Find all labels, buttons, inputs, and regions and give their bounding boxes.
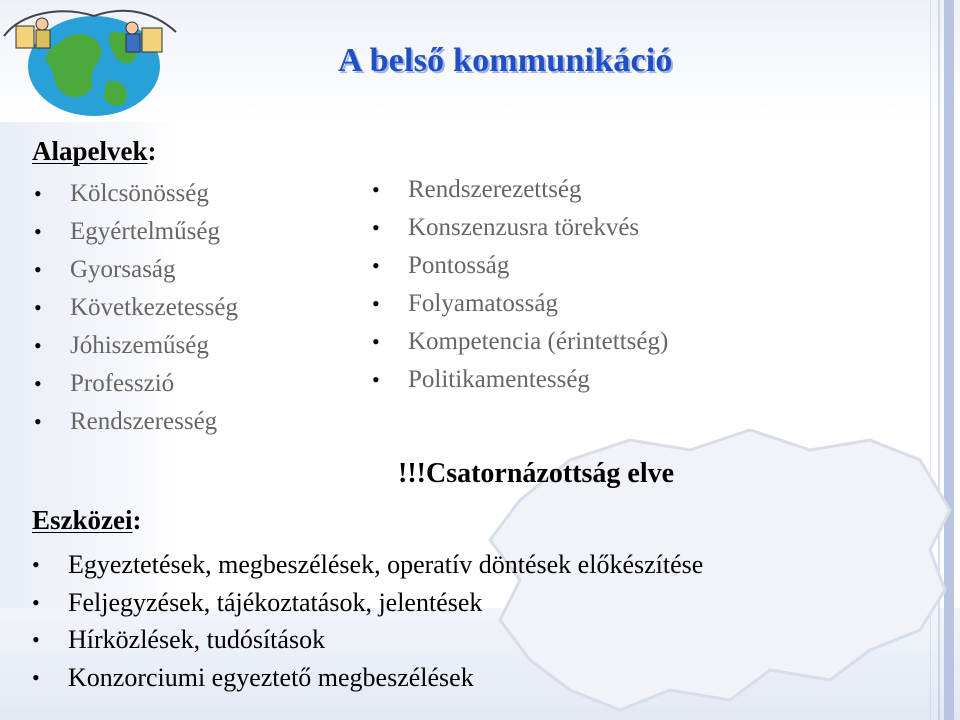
channel-principle-note: !!!Csatornázottság elve bbox=[398, 458, 675, 489]
principles-list-right bbox=[372, 171, 668, 399]
list-item: • Gyorsaság bbox=[34, 251, 238, 289]
list-item: • Konszenzusra törekvés bbox=[372, 209, 668, 247]
slide-title: A belső kommunikáció bbox=[338, 42, 673, 79]
principles-heading-colon: : bbox=[147, 136, 157, 166]
list-item: • Politikamentesség bbox=[372, 361, 668, 399]
list-item: • Hírközlések, tudósítások bbox=[32, 621, 703, 659]
principles-heading-text: Alapelvek bbox=[32, 136, 148, 166]
list-item: • Kölcsönösség bbox=[34, 175, 238, 213]
list-item: • Folyamatosság bbox=[372, 285, 668, 323]
tools-heading-text: Eszközei bbox=[32, 505, 133, 535]
list-item: • Egyértelműség bbox=[34, 213, 238, 251]
list-item: • Rendszeresség bbox=[34, 403, 238, 441]
list-item: • Pontosság bbox=[372, 247, 668, 285]
list-item: • Rendszerezettség bbox=[372, 171, 668, 209]
globe-with-people-icon bbox=[2, 2, 180, 120]
tools-heading-colon: : bbox=[132, 505, 142, 535]
list-item: • Jóhiszeműség bbox=[34, 327, 238, 365]
tools-heading bbox=[32, 505, 142, 536]
list-item: • Egyeztetések, megbeszélések, operatív döntések előkészítése bbox=[32, 546, 703, 584]
list-item: • Kompetencia (érintettség) bbox=[372, 323, 668, 361]
principles-list-left bbox=[34, 175, 238, 441]
list-item: • Professzió bbox=[34, 365, 238, 403]
list-item: • Konzorciumi egyeztető megbeszélések bbox=[32, 659, 703, 697]
list-item: • Következetesség bbox=[34, 289, 238, 327]
principles-heading bbox=[32, 136, 157, 167]
list-item: • Feljegyzések, tájékoztatások, jelentések bbox=[32, 584, 703, 622]
tools-list bbox=[32, 546, 703, 696]
